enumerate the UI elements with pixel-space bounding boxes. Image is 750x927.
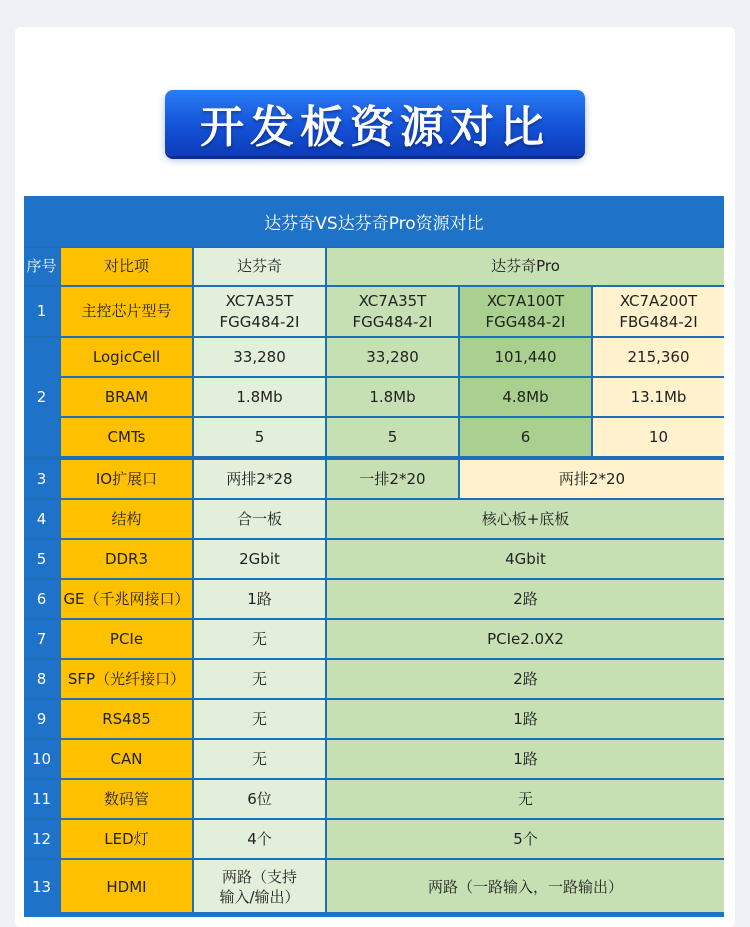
cell-davinci: 两排2*28 <box>194 460 325 498</box>
cell-davinci-pro: 2路 <box>327 580 724 618</box>
row-item: CAN <box>61 740 192 778</box>
cell-davinci-pro: 无 <box>327 780 724 818</box>
cell-pro-100t: XC7A100T FGG484-2I <box>460 287 591 336</box>
row-num: 8 <box>24 660 59 698</box>
cell-davinci: 无 <box>194 620 325 658</box>
cell-pro-100t-200t: 两排2*20 <box>460 460 724 498</box>
cell-davinci-pro: 5个 <box>327 820 724 858</box>
cell-davinci-pro: PCIe2.0X2 <box>327 620 724 658</box>
row-item: DDR3 <box>61 540 192 578</box>
header-item: 对比项 <box>61 248 192 285</box>
cell-davinci-pro: 1路 <box>327 700 724 738</box>
cell-davinci: 5 <box>194 418 325 456</box>
cell-davinci: 4个 <box>194 820 325 858</box>
cell-davinci: 无 <box>194 660 325 698</box>
cell-davinci: 1路 <box>194 580 325 618</box>
row-num: 1 <box>24 287 59 336</box>
row-item: SFP（光纤接口） <box>61 660 192 698</box>
cell-davinci: 6位 <box>194 780 325 818</box>
cell-pro-100t: 6 <box>460 418 591 456</box>
header-num: 序号 <box>24 248 59 285</box>
row-item: 主控芯片型号 <box>61 287 192 336</box>
cell-davinci-pro: 两路（一路输入，一路输出） <box>327 860 724 914</box>
cell-davinci: 无 <box>194 740 325 778</box>
cell-davinci: XC7A35T FGG484-2I <box>194 287 325 336</box>
row-num: 6 <box>24 580 59 618</box>
cell-davinci: 2Gbit <box>194 540 325 578</box>
cell-pro-200t: 13.1Mb <box>593 378 724 416</box>
row-item: RS485 <box>61 700 192 738</box>
cell-pro-35t: 一排2*20 <box>327 460 458 498</box>
row-num: 13 <box>24 860 59 914</box>
row-item: GE（千兆网接口） <box>61 580 192 618</box>
comparison-table <box>24 196 724 917</box>
row-item: HDMI <box>61 860 192 914</box>
table-title: 达芬奇VS达芬奇Pro资源对比 <box>24 196 724 246</box>
row-item: PCIe <box>61 620 192 658</box>
cell-pro-200t: 10 <box>593 418 724 456</box>
page-title-banner: 开发板资源对比 <box>165 90 585 156</box>
cell-davinci: 33,280 <box>194 338 325 376</box>
cell-pro-200t: XC7A200T FBG484-2I <box>593 287 724 336</box>
header-col-davinci-pro: 达芬奇Pro <box>327 248 724 285</box>
cell-davinci-pro: 核心板+底板 <box>327 500 724 538</box>
cell-pro-100t: 4.8Mb <box>460 378 591 416</box>
row-num: 11 <box>24 780 59 818</box>
cell-davinci: 两路（支持 输入/输出） <box>194 860 325 914</box>
cell-davinci-pro: 2路 <box>327 660 724 698</box>
cell-davinci-pro: 1路 <box>327 740 724 778</box>
cell-davinci-pro: 4Gbit <box>327 540 724 578</box>
row-num: 7 <box>24 620 59 658</box>
row-item: IO扩展口 <box>61 460 192 498</box>
row-item: BRAM <box>61 378 192 416</box>
cell-pro-35t: XC7A35T FGG484-2I <box>327 287 458 336</box>
cell-pro-35t: 33,280 <box>327 338 458 376</box>
row-num: 3 <box>24 460 59 498</box>
cell-pro-200t: 215,360 <box>593 338 724 376</box>
row-num: 12 <box>24 820 59 858</box>
table-bottom-border <box>24 912 724 917</box>
row-item: LogicCell <box>61 338 192 376</box>
row-num: 9 <box>24 700 59 738</box>
cell-davinci: 合一板 <box>194 500 325 538</box>
cell-pro-35t: 1.8Mb <box>327 378 458 416</box>
cell-davinci: 1.8Mb <box>194 378 325 416</box>
cell-pro-35t: 5 <box>327 418 458 456</box>
row-item: 数码管 <box>61 780 192 818</box>
row-num: 2 <box>24 338 59 456</box>
row-item: CMTs <box>61 418 192 456</box>
row-num: 10 <box>24 740 59 778</box>
row-num: 4 <box>24 500 59 538</box>
cell-davinci: 无 <box>194 700 325 738</box>
row-item: 结构 <box>61 500 192 538</box>
row-num: 5 <box>24 540 59 578</box>
header-col-davinci: 达芬奇 <box>194 248 325 285</box>
cell-pro-100t: 101,440 <box>460 338 591 376</box>
row-item: LED灯 <box>61 820 192 858</box>
